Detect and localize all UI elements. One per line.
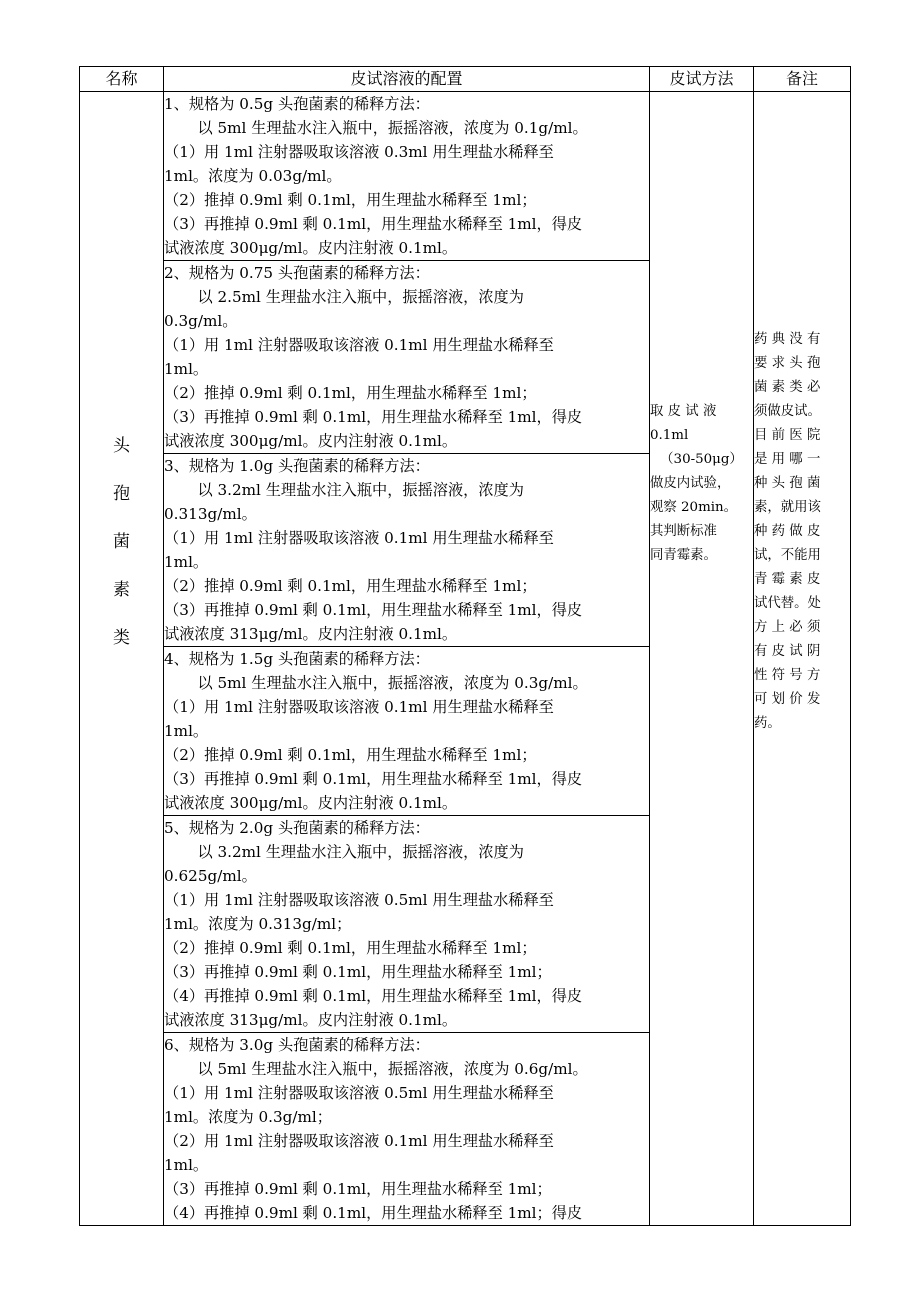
header-row: [80, 67, 851, 92]
spec-line: （1）用 1ml 注射器吸取该溶液 0.1ml 用生理盐水稀释至: [164, 529, 554, 547]
spec-row: [80, 92, 851, 261]
note-line: 要 求 头 孢: [754, 356, 821, 371]
spec-line: （1）用 1ml 注射器吸取该溶液 0.1ml 用生理盐水稀释至: [164, 336, 554, 354]
note-line: 目 前 医 院: [754, 428, 821, 443]
spec-line: （3）再推掉 0.9ml 剩 0.1ml，用生理盐水稀释至 1ml；: [164, 963, 552, 981]
spec-line: 以 2.5ml 生理盐水注入瓶中，振摇溶液，浓度为: [197, 288, 524, 306]
spec-line: 1ml。: [164, 553, 209, 571]
method-line: 观察 20min。: [650, 500, 738, 515]
category-name-char: 菌: [113, 532, 130, 552]
category-name-char: 孢: [113, 484, 130, 504]
method-line: 同青霉素。: [650, 548, 717, 563]
note-cell: [754, 92, 851, 1226]
header-name: 名称: [80, 67, 164, 92]
spec-line: 以 5ml 生理盐水注入瓶中，振摇溶液，浓度为 0.1g/ml。: [197, 119, 588, 137]
spec-line: 试液浓度 313μg/ml。皮内注射液 0.1ml。: [164, 1011, 458, 1029]
spec-line: 0.625g/ml。: [164, 867, 257, 885]
spec-line: （3）再推掉 0.9ml 剩 0.1ml，用生理盐水稀释至 1ml，得皮: [164, 601, 583, 619]
note-line: 药 典 没 有: [754, 332, 821, 347]
spec-line: 试液浓度 300μg/ml。皮内注射液 0.1ml。: [164, 432, 458, 450]
spec-line: 试液浓度 300μg/ml。皮内注射液 0.1ml。: [164, 239, 458, 257]
spec-line: 以 3.2ml 生理盐水注入瓶中，振摇溶液，浓度为: [197, 843, 524, 861]
spec-line: 以 5ml 生理盐水注入瓶中，振摇溶液，浓度为 0.6g/ml。: [197, 1060, 588, 1078]
note-line: 药。: [754, 716, 781, 731]
spec-line: （2）推掉 0.9ml 剩 0.1ml，用生理盐水稀释至 1ml；: [164, 939, 537, 957]
category-name-cell: [80, 92, 164, 1226]
spec-line: 5、规格为 2.0g 头孢菌素的稀释方法：: [164, 819, 430, 837]
spec-line: 3、规格为 1.0g 头孢菌素的稀释方法：: [164, 457, 430, 475]
spec-line: （2）推掉 0.9ml 剩 0.1ml，用生理盐水稀释至 1ml；: [164, 577, 537, 595]
spec-cell: [164, 647, 650, 816]
spec-cell: [164, 1033, 650, 1226]
spec-cell: [164, 816, 650, 1033]
spec-line: （4）再推掉 0.9ml 剩 0.1ml，用生理盐水稀释至 1ml；得皮: [164, 1204, 583, 1222]
spec-line: （3）再推掉 0.9ml 剩 0.1ml，用生理盐水稀释至 1ml，得皮: [164, 770, 583, 788]
method-line: 做皮内试验，: [650, 476, 731, 491]
spec-line: （1）用 1ml 注射器吸取该溶液 0.3ml 用生理盐水稀释至: [164, 143, 554, 161]
category-name-char: 类: [113, 628, 130, 648]
spec-line: 1ml。: [164, 722, 209, 740]
method-line: （30-50μg）: [660, 452, 743, 467]
spec-line: 2、规格为 0.75 头孢菌素的稀释方法：: [164, 264, 430, 282]
spec-line: 1、规格为 0.5g 头孢菌素的稀释方法：: [164, 95, 430, 113]
spec-cell: [164, 261, 650, 454]
spec-line: 1ml。: [164, 1156, 209, 1174]
spec-line: （1）用 1ml 注射器吸取该溶液 0.1ml 用生理盐水稀释至: [164, 698, 554, 716]
spec-line: 1ml。浓度为 0.03g/ml。: [164, 167, 342, 185]
note-line: 种 药 做 皮: [754, 524, 821, 539]
spec-line: （2）推掉 0.9ml 剩 0.1ml，用生理盐水稀释至 1ml；: [164, 384, 537, 402]
spec-cell: [164, 454, 650, 647]
method-line: 其判断标准: [650, 524, 717, 539]
spec-line: （3）再推掉 0.9ml 剩 0.1ml，用生理盐水稀释至 1ml；: [164, 1180, 552, 1198]
spec-cell: [164, 92, 650, 261]
spec-line: （3）再推掉 0.9ml 剩 0.1ml，用生理盐水稀释至 1ml，得皮: [164, 408, 583, 426]
spec-line: 0.3g/ml。: [164, 312, 238, 330]
method-line: 取 皮 试 液: [650, 404, 717, 419]
note-line: 试代替。处: [754, 596, 821, 611]
note-line: 是 用 哪 一: [754, 452, 821, 467]
note-line: 菌 素 类 必: [754, 380, 821, 395]
note-line: 方 上 必 须: [754, 620, 821, 635]
method-cell: [650, 92, 754, 1226]
note-line: 素，就用该: [754, 500, 821, 515]
header-note: 备注: [754, 67, 851, 92]
header-config: 皮试溶液的配置: [164, 67, 650, 92]
spec-line: 0.313g/ml。: [164, 505, 257, 523]
spec-line: （2）用 1ml 注射器吸取该溶液 0.1ml 用生理盐水稀释至: [164, 1132, 554, 1150]
note-line: 有 皮 试 阴: [754, 644, 821, 659]
spec-line: （2）推掉 0.9ml 剩 0.1ml，用生理盐水稀释至 1ml；: [164, 746, 537, 764]
spec-line: （4）再推掉 0.9ml 剩 0.1ml，用生理盐水稀释至 1ml，得皮: [164, 987, 583, 1005]
note-line: 可 划 价 发: [754, 692, 821, 707]
note-line: 须做皮试。: [754, 404, 821, 419]
spec-line: （1）用 1ml 注射器吸取该溶液 0.5ml 用生理盐水稀释至: [164, 1084, 554, 1102]
skin-test-table: [79, 66, 851, 1226]
spec-line: （1）用 1ml 注射器吸取该溶液 0.5ml 用生理盐水稀释至: [164, 891, 554, 909]
spec-line: 1ml。浓度为 0.313g/ml；: [164, 915, 352, 933]
spec-line: 试液浓度 300μg/ml。皮内注射液 0.1ml。: [164, 794, 458, 812]
category-name-char: 素: [113, 580, 130, 600]
spec-line: 4、规格为 1.5g 头孢菌素的稀释方法：: [164, 650, 430, 668]
category-name-char: 头: [113, 436, 130, 456]
note-line: 青 霉 素 皮: [754, 572, 821, 587]
spec-line: 以 3.2ml 生理盐水注入瓶中，振摇溶液，浓度为: [197, 481, 524, 499]
spec-line: （3）再推掉 0.9ml 剩 0.1ml，用生理盐水稀释至 1ml，得皮: [164, 215, 583, 233]
method-line: 0.1ml: [650, 428, 689, 443]
header-method: 皮试方法: [650, 67, 754, 92]
note-line: 种 头 孢 菌: [754, 476, 821, 491]
note-line: 性 符 号 方: [754, 668, 821, 683]
spec-line: （2）推掉 0.9ml 剩 0.1ml，用生理盐水稀释至 1ml；: [164, 191, 537, 209]
spec-line: 6、规格为 3.0g 头孢菌素的稀释方法：: [164, 1036, 430, 1054]
spec-line: 1ml。: [164, 360, 209, 378]
spec-line: 以 5ml 生理盐水注入瓶中，振摇溶液，浓度为 0.3g/ml。: [197, 674, 588, 692]
note-line: 试，不能用: [754, 548, 821, 563]
spec-line: 1ml。浓度为 0.3g/ml；: [164, 1108, 332, 1126]
spec-line: 试液浓度 313μg/ml。皮内注射液 0.1ml。: [164, 625, 458, 643]
